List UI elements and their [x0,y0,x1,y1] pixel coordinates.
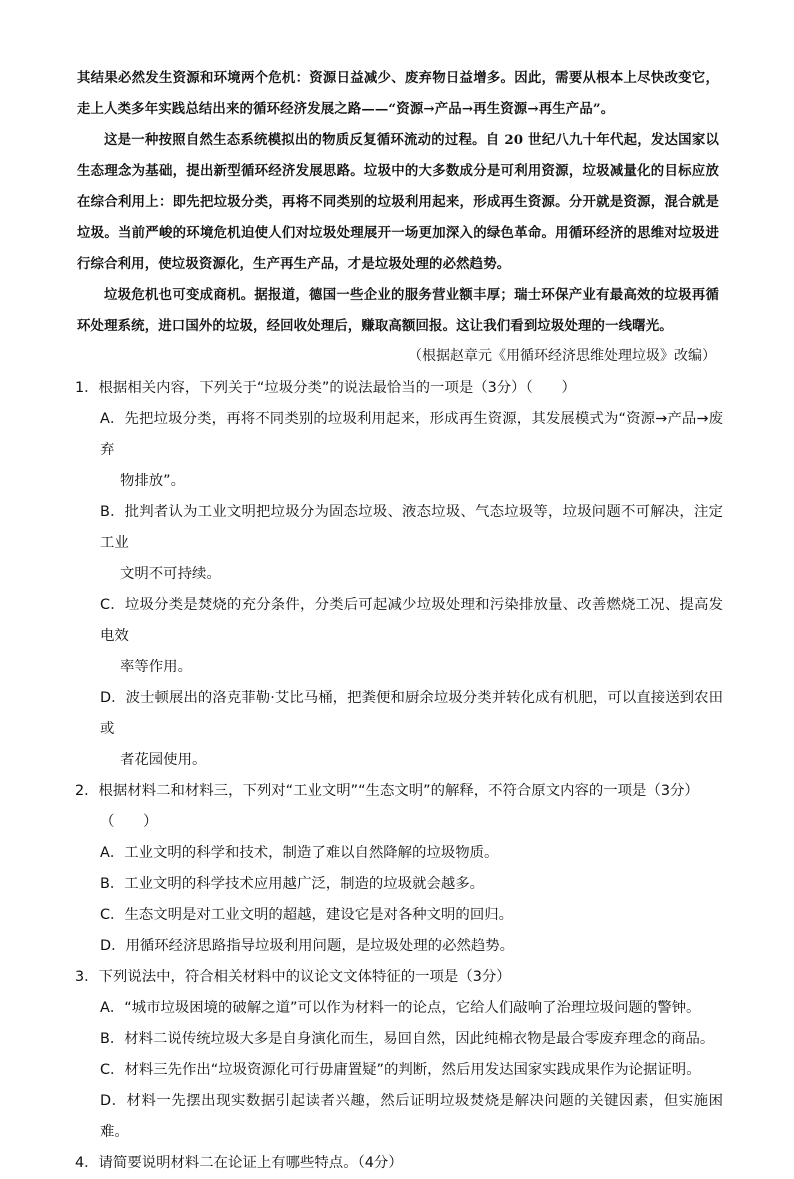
question-1-option-b[interactable] [100,497,723,590]
question-1-stem: 1．根据相关内容，下列关于“垃圾分类”的说法最恰当的一项是（3分）（ ） [75,380,576,396]
question-1-option-a[interactable] [100,404,723,497]
question-1-option-d[interactable] [100,683,723,776]
option-text: C．垃圾分类是焚烧的充分条件，分类后可起减少垃圾处理和污染排放量、改善燃烧工况、提高发电效 [100,597,723,644]
option-text: B．批判者认为工业文明把垃圾分为固态垃圾、液态垃圾、气态垃圾等，垃圾问题不可解决，注定工业 [100,504,723,551]
passage-paragraph-3: 垃圾危机也可变成商机。据报道，德国一些企业的服务营业额丰厚；瑞士环保产业有最高效的垃圾再循环处理系统，进口国外的垃圾，经回收处理后，赚取高额回报。这让我们看到垃圾处理的一线曙光。 [77,287,719,334]
question-3-option-d[interactable]: D．材料一先摆出现实数据引起读者兴趣，然后证明垃圾焚烧是解决问题的关键因素，但实施困难。 [100,1093,723,1140]
question-2-option-d[interactable]: D．用循环经济思路指导垃圾利用问题，是垃圾处理的必然趋势。 [100,938,515,954]
passage-source: （根据赵章元《用循环经济思维处理垃圾》改编） [408,348,716,364]
question-2-option-b[interactable]: B．工业文明的科学技术应用越广泛，制造的垃圾就会越多。 [100,876,485,892]
question-2-option-c[interactable]: C．生态文明是对工业文明的超越，建设它是对各种文明的回归。 [100,907,513,923]
question-1 [75,373,723,776]
question-3-option-c[interactable]: C．材料三先作出“垃圾资源化可行毋庸置疑”的判断，然后用发达国家实践成果作为论据证明。 [100,1062,701,1078]
question-2 [75,776,723,962]
question-3-option-a[interactable]: A．“城市垃圾困境的破解之道”可以作为材料一的论点，它给人们敲响了治理垃圾问题的警钟。 [100,1000,701,1016]
question-4 [75,1148,723,1179]
option-text: A．先把垃圾分类，再将不同类别的垃圾利用起来，形成再生资源，其发展模式为“资源→产品→废弃 [100,411,723,458]
option-text-cont: 文明不可持续。 [120,566,221,582]
question-2-option-a[interactable]: A．工业文明的科学和技术，制造了难以自然降解的垃圾物质。 [100,845,499,861]
option-text-cont: 率等作用。 [120,659,192,675]
passage-paragraph-1: 其结果必然发生资源和环境两个危机：资源日益减少、废弃物日益增多。因此，需要从根本上尽快改变它，走上人类多年实践总结出来的循环经济发展之路——“资源→产品→再生资源→再生产品”。 [77,70,719,117]
question-4-stem: 4．请简要说明材料二在论证上有哪些特点。（4分） [75,1155,403,1171]
reading-passage [77,63,719,342]
option-text-cont: 物排放”。 [120,473,186,489]
question-list [75,373,723,1179]
question-3-option-b[interactable]: B．材料二说传统垃圾大多是自身演化而生，易回自然，因此纯棉衣物是最合零废弃理念的商品。 [100,1031,715,1047]
question-1-option-c[interactable] [100,590,723,683]
option-text: D．波士顿展出的洛克菲勒·艾比马桶，把粪便和厨余垃圾分类并转化成有机肥，可以直接送到农田或 [100,690,723,737]
question-3 [75,962,723,1148]
question-3-stem: 3．下列说法中，符合相关材料中的议论文文体特征的一项是（3分） [75,969,511,985]
question-2-stem: 2．根据材料二和材料三，下列对“工业文明”“生态文明”的解释，不符合原文内容的一项是（3分） [75,783,699,799]
option-text-cont: 者花园使用。 [120,752,207,768]
answer-parentheses: （ ） [100,814,158,830]
passage-paragraph-2: 这是一种按照自然生态系统模拟出的物质反复循环流动的过程。自 20 世纪八九十年代起，发达国家以生态理念为基础，提出新型循环经济发展思路。垃圾中的大多数成分是可利用资源，垃圾减量化的目标应放在综合利用上：即先把垃圾分类，再将不同类别的垃圾利用起来，形成再生资源。分开就是资源，混合就是垃圾。当前严峻的环境危机迫使人们对垃圾处理展开一场更加深入的绿色革命。用循环经济的思维对垃圾进行综合利用，使垃圾资源化，生产再生产品，才是垃圾处理的必然趋势。 [77,132,719,272]
